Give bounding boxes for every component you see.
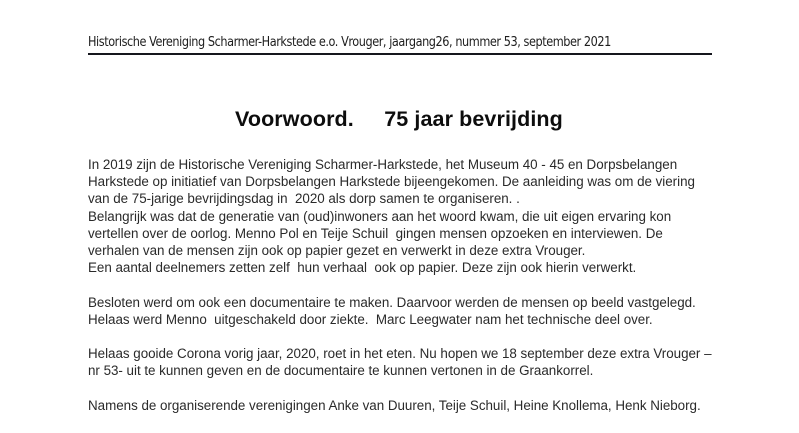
body-text — [88, 156, 714, 414]
paragraph-interviews: Belangrijk was dat de generatie van (oud)inwoners aan het woord kwam, die uit eigen ervaring kon vertellen over de oorlog. Menno Pol en Teije Schuil gingen mensen opzoeken en interviewen. De verhalen van de mensen zijn ook op papier gezet en verwerkt in deze extra Vrouger. — [88, 208, 675, 259]
header-divider-rule — [88, 53, 712, 55]
paragraph-corona: Helaas gooide Corona vorig jaar, 2020, roet in het eten. Nu hopen we 18 september deze extra Vrouger –nr 53- uit te kunnen geven en de documentaire te kunnen vertonen in de Graankorrel. — [88, 346, 712, 379]
running-header — [88, 34, 712, 55]
paragraph-intro: In 2019 zijn de Historische Vereniging Scharmer-Harkstede, het Museum 40 - 45 en Dorpsbelangen Harkstede op initiatief van Dorpsbelangen Harkstede bijeengekomen. De aanleiding was om de viering van de 75-jarige bevrijdingsdag in 2020 als dorp samen te organiseren. . — [88, 157, 699, 207]
paragraph-participants: Een aantal deelnemers zetten zelf hun verhaal ook op papier. Deze zijn ook hierin verwerkt. — [88, 260, 637, 276]
paragraph-documentary: Besloten werd om ook een documentaire te maken. Daarvoor werden de mensen op beeld vastgelegd. Helaas werd Menno uitgeschakeld door ziekte. Marc Leegwater nam het technische deel over. — [88, 294, 700, 327]
running-header-text: Historische Vereniging Scharmer-Harkstede e.o. Vrouger, jaargang26, nummer 53, september 2021 — [88, 35, 611, 50]
paragraph-signatories: Namens de organiserende verenigingen Anke van Duuren, Teije Schuil, Heine Knollema, Henk Nieborg. — [88, 397, 701, 413]
page-title: Voorwoord. 75 jaar bevrijding — [235, 107, 563, 131]
